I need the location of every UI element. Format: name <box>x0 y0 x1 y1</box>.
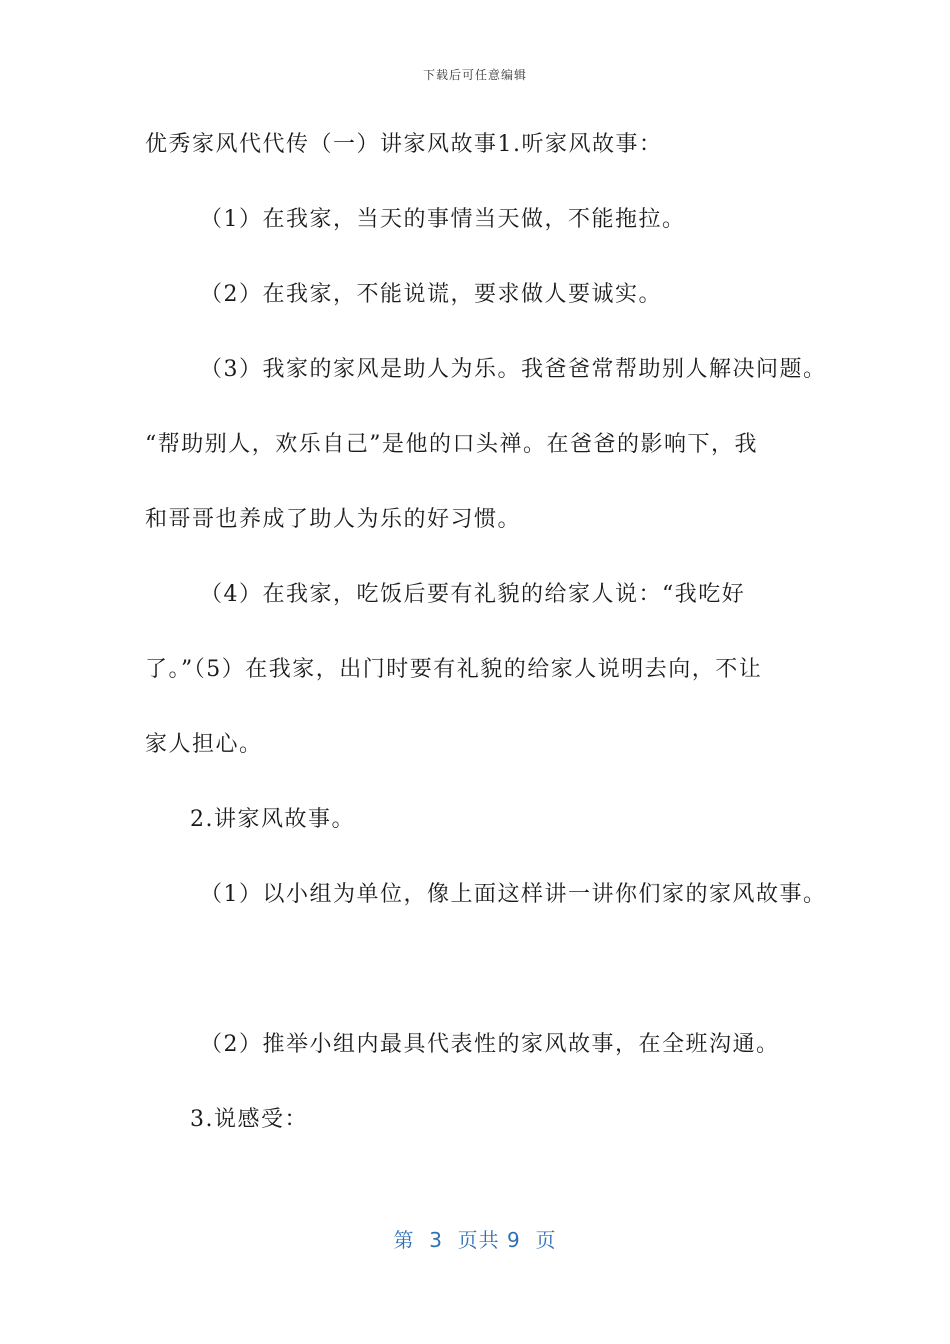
paragraph-title-line: 优秀家风代代传（一）讲家风故事1.听家风故事： <box>145 132 663 157</box>
header-note: 下载后可任意编辑 <box>422 68 527 82</box>
paragraph-item-3: （3）我家的家风是助人为乐。我爸爸常帮助别人解决问题。 <box>200 357 827 382</box>
paragraph-item-3-cont-1: “帮助别人，欢乐自己”是他的口头禅。在爸爸的影响下，我 <box>145 432 758 457</box>
section-2-item-1: （1）以小组为单位，像上面这样讲一讲你们家的家风故事。 <box>200 882 827 907</box>
paragraph-item-2: （2）在我家，不能说谎，要求做人要诚实。 <box>200 282 662 307</box>
section-heading-3: 3.说感受： <box>190 1107 308 1132</box>
paragraph-item-4-cont: 了。”（5）在我家，出门时要有礼貌的给家人说明去向，不让 <box>145 657 763 682</box>
paragraph-item-1: （1）在我家，当天的事情当天做，不能拖拉。 <box>200 207 686 232</box>
paragraph-item-4: （4）在我家，吃饭后要有礼貌的给家人说：“我吃好 <box>200 582 746 607</box>
paragraph-item-5-cont: 家人担心。 <box>145 732 263 757</box>
section-2-item-2: （2）推举小组内最具代表性的家风故事，在全班沟通。 <box>200 1032 780 1057</box>
paragraph-item-3-cont-2: 和哥哥也养成了助人为乐的好习惯。 <box>145 507 522 532</box>
section-heading-2: 2.讲家风故事。 <box>190 807 355 832</box>
page-number-footer: 第 3 页共 9 页 <box>393 1228 557 1252</box>
